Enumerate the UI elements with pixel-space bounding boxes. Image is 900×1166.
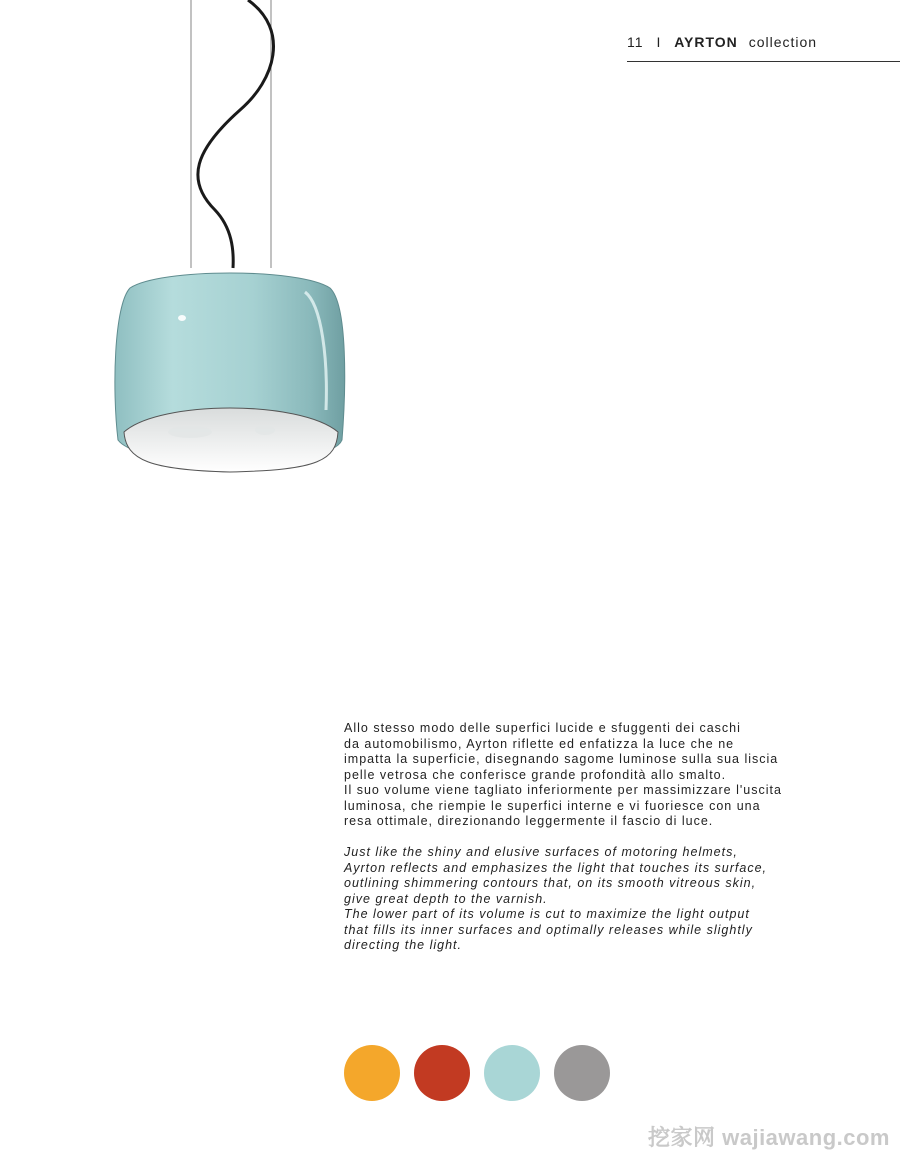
header-rule (627, 61, 900, 62)
swatch-yellow (344, 1045, 400, 1101)
swatch-light-blue (484, 1045, 540, 1101)
page-header (627, 34, 900, 50)
swatch-red (414, 1045, 470, 1101)
power-cable (198, 0, 274, 268)
inner-glow (168, 426, 212, 438)
description-italian: Allo stesso modo delle superfici lucide e sfuggenti dei caschi da automobilismo, Ayrton riflette ed enfatizza la luce che ne impatta la superficie, disegnando sagome luminose sulla sua liscia pelle vetrosa che conferisce grande profondità allo smalto. Il suo volume viene tagliato inferiormente per massimizzare l'uscita luminosa, che riempie le superfici interne e vi fuoriesce con una resa ottimale, direzionando leggermente il fascio di luce. (344, 721, 782, 828)
swatch-grey (554, 1045, 610, 1101)
collection-label: collection (748, 34, 818, 50)
description-english: Just like the shiny and elusive surfaces of motoring helmets, Ayrton reflects and emphasizes the light that touches its surface, outlining shimmering contours that, on its smooth vitreous skin, give great depth to the varnish. The lower part of its volume is cut to maximize the light output that fills its inner surfaces and optimally releases while slightly directing the light. (344, 845, 768, 952)
collection-description (344, 721, 824, 954)
color-swatches (344, 1045, 610, 1101)
watermark: 挖家网 wajiawang.com (648, 1125, 890, 1150)
pendant-lamp-image (100, 0, 360, 490)
lamp-reflection (178, 315, 186, 321)
page-number: 11 (627, 34, 644, 50)
lamp-inner-white (124, 408, 338, 472)
header-separator: I (656, 34, 662, 50)
collection-brand: AYRTON (674, 34, 738, 50)
inner-glow-2 (255, 425, 275, 435)
